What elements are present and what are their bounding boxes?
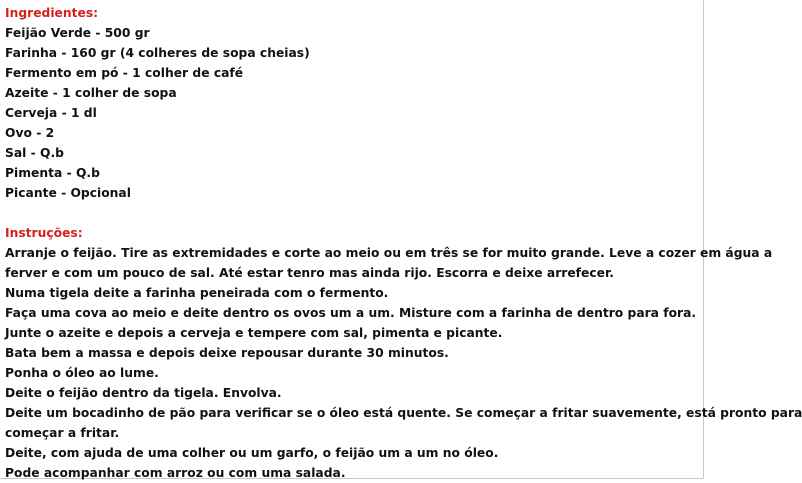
ingredient-item: Picante - Opcional	[5, 186, 131, 200]
instruction-line: começar a fritar.	[5, 426, 120, 440]
ingredient-item: Sal - Q.b	[5, 146, 64, 160]
instruction-line: Deite, com ajuda de uma colher ou um garfo, o feijão um a um no óleo.	[5, 446, 499, 460]
instructions-list	[5, 243, 802, 483]
ingredient-item: Ovo - 2	[5, 126, 55, 140]
instruction-line: Deite o feijão dentro da tigela. Envolva.	[5, 386, 282, 400]
instruction-line: Ponha o óleo ao lume.	[5, 366, 159, 380]
ingredient-item: Pimenta - Q.b	[5, 166, 100, 180]
instruction-line: Pode acompanhar com arroz ou com uma salada.	[5, 466, 346, 480]
ingredient-item: Farinha - 160 gr (4 colheres de sopa cheias)	[5, 46, 310, 60]
instruction-line: Junte o azeite e depois a cerveja e tempere com sal, pimenta e picante.	[5, 326, 503, 340]
instruction-line: Numa tigela deite a farinha peneirada com o fermento.	[5, 286, 389, 300]
ingredients-list	[5, 23, 703, 203]
instruction-line: ferver e com um pouco de sal. Até estar tenro mas ainda rijo. Escorra e deixe arrefecer.	[5, 266, 614, 280]
instruction-line: Bata bem a massa e depois deixe repousar durante 30 minutos.	[5, 346, 449, 360]
ingredient-item: Azeite - 1 colher de sopa	[5, 86, 177, 100]
ingredient-item: Cerveja - 1 dl	[5, 106, 97, 120]
instructions-heading: Instruções:	[5, 226, 83, 240]
instruction-line: Faça uma cova ao meio e deite dentro os ovos um a um. Misture com a farinha de dentro para fora.	[5, 306, 697, 320]
instruction-line: Deite um bocadinho de pão para verificar se o óleo está quente. Se começar a fritar suavemente, está pronto para	[5, 406, 802, 420]
ingredients-heading: Ingredientes:	[5, 6, 99, 20]
ingredient-item: Feijão Verde - 500 gr	[5, 26, 150, 40]
ingredient-item: Fermento em pó - 1 colher de café	[5, 66, 244, 80]
section-spacer	[5, 203, 703, 223]
instruction-line: Arranje o feijão. Tire as extremidades e corte ao meio ou em três se for muito grande. Leve a cozer em água a	[5, 246, 773, 260]
